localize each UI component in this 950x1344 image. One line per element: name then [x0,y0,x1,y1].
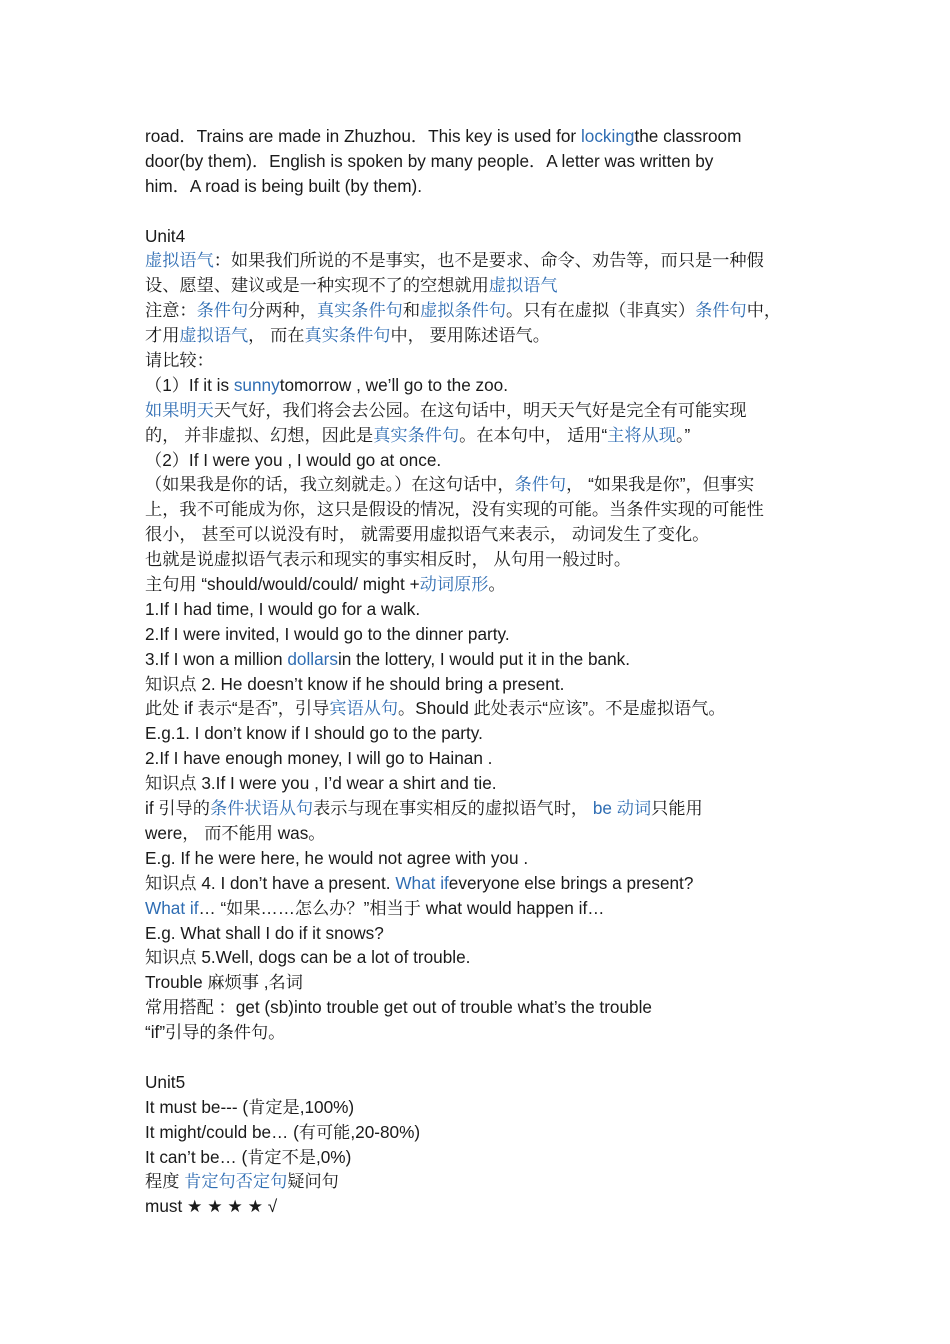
highlighted-term: 动词原形 [419,574,489,595]
text-run: E.g.1. I don’t know if I should go to the party. [145,723,483,744]
highlighted-term: 宾语从句 [329,698,399,719]
text-run: 表示与现在事实相反的虚拟语气时， [313,798,593,819]
text-run: must ★ ★ ★ ★ √ [145,1196,278,1217]
text-run: It must be--- (肯定是,100%) [145,1096,355,1117]
text-run: 。在本句中， 适用“ [459,424,608,445]
text-run: 程度 [145,1171,185,1192]
text-line [145,1169,825,1194]
text-run: 。Should 此处表示“应该”。不是虚拟语气。 [398,698,726,719]
highlighted-term: 条件句 [695,300,747,321]
text-run: 。只有在虚拟（非真实） [506,300,696,321]
text-run: “if”引导的条件句。 [145,1022,286,1043]
text-line [145,497,825,522]
highlighted-term: sunny [233,374,280,395]
highlighted-term: 主将从现 [607,424,676,445]
text-run: … “如果……怎么办？”相当于 what would happen if… [198,897,605,918]
text-run: in the lottery, I would put it in the bank. [337,648,631,669]
text-run: It might/could be… (有可能,20-80%) [145,1121,421,1142]
text-run: the classroom [634,126,742,146]
document-body [145,124,825,1219]
text-run: 2.If I were invited, I would go to the dinner party. [145,623,510,644]
text-run: 2.If I have enough money, I will go to Hainan . [145,748,493,769]
text-line [145,672,825,697]
text-line [145,647,825,672]
text-line [145,298,825,323]
text-run: 疑问句 [287,1171,339,1192]
text-run: 也就是说虚拟语气表示和现实的事实相反时， 从句用一般过时。 [145,549,632,570]
text-run: （1）If it is [145,374,234,395]
highlighted-term: 肯定句否定句 [184,1171,288,1192]
blank-line [145,199,825,224]
highlighted-term: What if [395,872,449,893]
text-line [145,522,825,547]
text-run: 的， 并非虚拟、幻想，因此是 [145,424,374,445]
text-line [145,323,825,348]
text-run: E.g. If he were here, he would not agree with you . [145,847,529,868]
highlighted-term: 条件状语从句 [209,798,314,819]
text-run: 上，我不可能成为你，这只是假设的情况，没有实现的可能。当条件实现的可能性 [145,499,764,520]
highlighted-term: locking [580,126,635,146]
text-run: ， “如果我是你”，但事实 [566,474,755,495]
text-run: tomorrow , we’ll go to the zoo. [279,374,509,395]
text-line [145,622,825,647]
text-run: ， 而在 [248,325,305,346]
highlighted-term: 虚拟语气 [145,250,214,271]
text-line [145,547,825,572]
text-run: 设、愿望、建议或是一种实现不了的空想就用 [145,275,489,296]
text-run: door(by them)．English is spoken by many people．A letter was written by [145,150,714,171]
text-run: him．A road is being built (by them). [145,175,423,196]
text-run: were， 而不能用 was。 [145,822,326,843]
text-run: if 引导的 [145,798,210,819]
text-run: 常用搭配 ：get (sb)into trouble get out of trouble what’s the trouble [145,997,652,1018]
text-line [145,696,825,721]
text-run: 和 [402,300,421,321]
text-line [145,1095,825,1120]
text-run: 分两种， [248,300,317,321]
text-run: Trouble 麻烦事 ,名词 [145,972,303,993]
highlighted-term: 真实条件句 [373,424,460,445]
text-run: It can’t be… (肯定不是,0%) [145,1146,352,1167]
text-line [145,348,825,373]
text-line [145,945,825,970]
text-line [145,572,825,597]
text-run: 很小， 甚至可以说没有时， 就需要用虚拟语气来表示， 动词发生了变化。 [145,524,710,545]
text-line [145,149,825,174]
text-run: 知识点 3.If I were you , I’d wear a shirt and tie. [145,773,497,794]
highlighted-term: 虚拟语气 [488,275,558,296]
text-line [145,721,825,746]
text-run: 中， [746,300,782,321]
text-run: 才用 [145,325,180,346]
text-run: E.g. What shall I do if it snows? [145,922,384,943]
text-run: 注意： [145,300,197,321]
text-line [145,1194,825,1219]
blank-line [145,1045,825,1070]
text-run: 知识点 4. I don’t have a present. [145,872,396,893]
highlighted-term: What if [145,897,199,918]
text-line [145,921,825,946]
text-run: 此处 if 表示“是否”，引导 [145,698,330,719]
text-line [145,224,825,249]
highlighted-term: dollars [287,648,338,669]
text-line [145,174,825,199]
text-run: 只能用 [651,798,703,819]
highlighted-term: 真实条件句 [316,300,403,321]
text-run: 。” [675,424,691,445]
highlighted-term: be 动词 [592,798,652,819]
text-run: 主句用 “should/would/could/ might + [145,574,420,595]
text-run: ：如果我们所说的不是事实，也不是要求、命令、劝告等，而只是一种假 [213,250,764,271]
text-run: 请比较： [145,350,214,371]
text-line [145,1070,825,1095]
text-line [145,398,825,423]
text-line [145,597,825,622]
text-line [145,448,825,473]
text-line [145,746,825,771]
text-line [145,1145,825,1170]
text-run: 知识点 2. He doesn’t know if he should bring a present. [145,673,565,694]
text-line [145,896,825,921]
text-run: Unit5 [145,1071,186,1092]
highlighted-term: 如果明天 [145,399,214,420]
highlighted-term: 条件句 [514,474,567,495]
highlighted-term: 条件句 [196,300,249,321]
text-run: 天气好，我们将会去公园。在这句话中，明天天气好是完全有可能实现 [213,399,747,420]
text-run: 中， 要用陈述语气。 [390,325,550,346]
highlighted-term: 虚拟语气 [179,325,249,346]
text-run: 3.If I won a million [145,648,288,669]
text-run: 。 [488,574,506,595]
text-line [145,124,825,149]
text-line [145,771,825,796]
text-run: road．Trains are made in Zhuzhou．This key is used for [145,126,581,146]
highlighted-term: 真实条件句 [304,325,391,346]
text-run: Unit4 [145,225,186,246]
text-line [145,373,825,398]
text-line [145,846,825,871]
highlighted-term: 虚拟条件句 [420,300,507,321]
text-line [145,970,825,995]
text-run: 知识点 5.Well, dogs can be a lot of trouble. [145,947,471,968]
text-line [145,821,825,846]
text-run: everyone else brings a present? [448,872,694,893]
text-line [145,796,825,821]
text-line [145,1020,825,1045]
text-run: （2）If I were you , I would go at once. [145,449,442,470]
text-line [145,1120,825,1145]
text-line [145,273,825,298]
text-line [145,248,825,273]
text-run: 1.If I had time, I would go for a walk. [145,598,421,619]
text-line [145,871,825,896]
text-line [145,472,825,497]
text-line [145,423,825,448]
text-run: （如果我是你的话，我立刻就走。）在这句话中， [145,474,515,495]
text-line [145,995,825,1020]
